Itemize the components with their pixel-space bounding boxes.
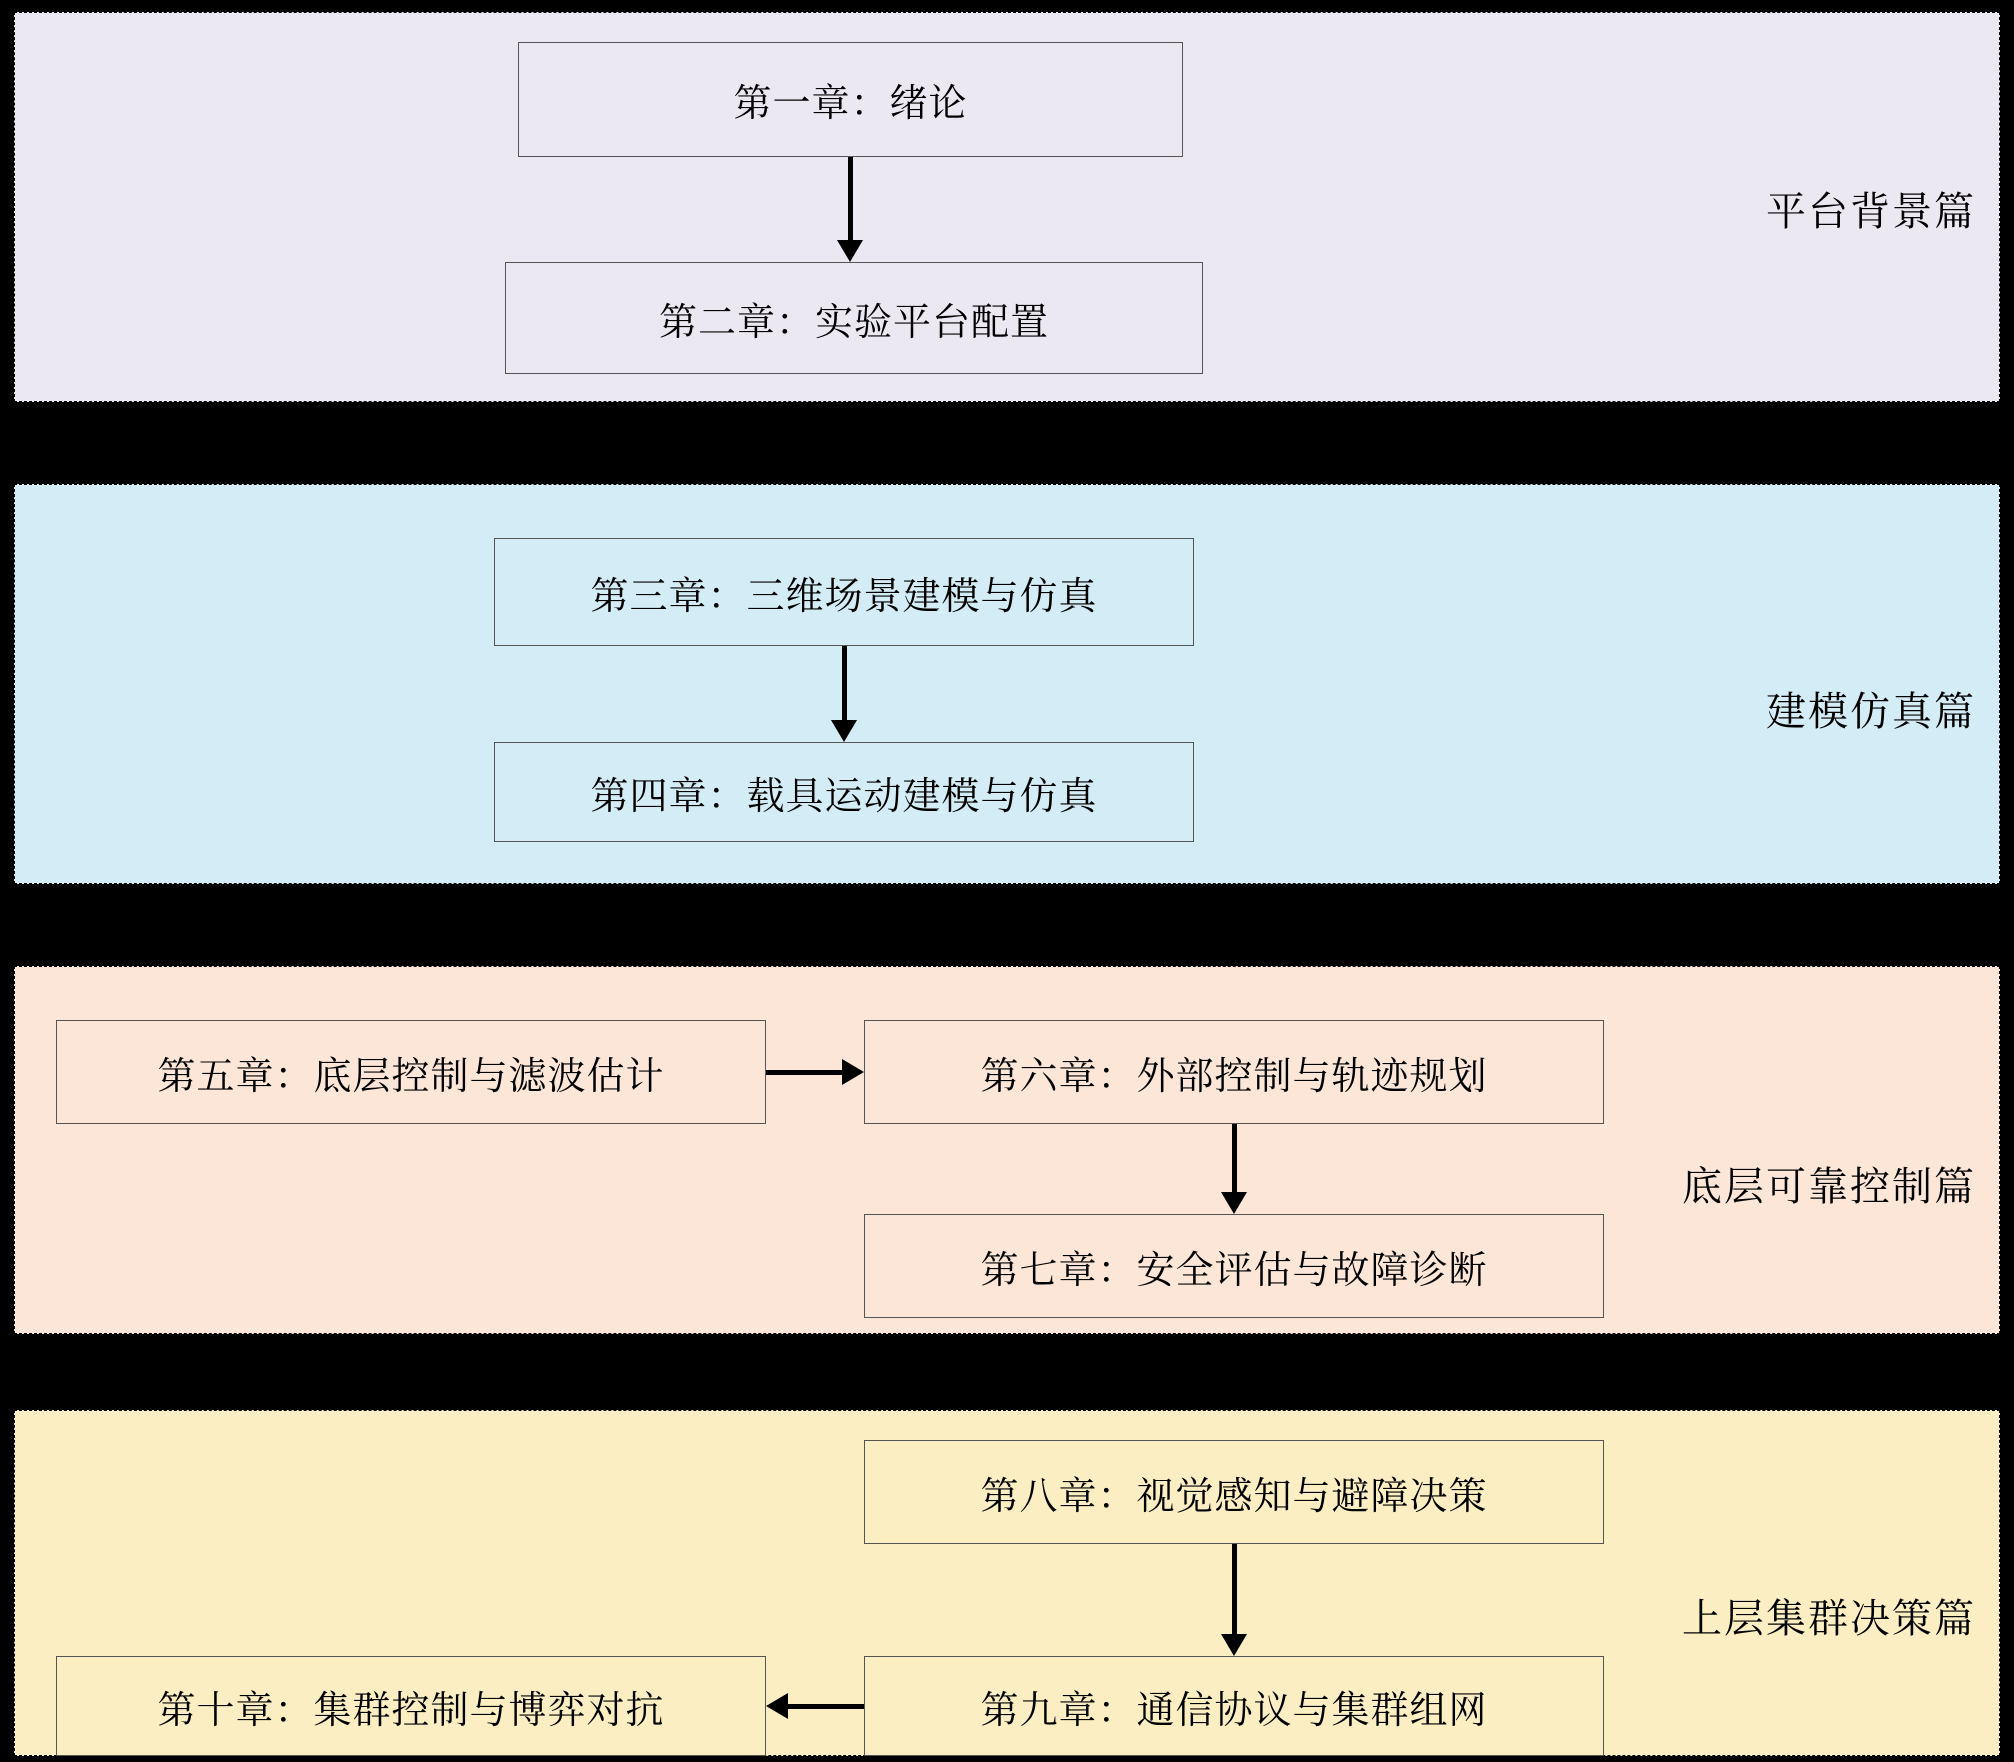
node-ch4[interactable]: 第四章：载具运动建模与仿真 [494, 742, 1194, 842]
section-label-upper-swarm-decision: 上层集群决策篇 [1682, 1596, 1976, 1641]
arrow-ch5-to-ch6 [766, 1052, 864, 1092]
section-label-low-level-control: 底层可靠控制篇 [1682, 1164, 1976, 1209]
node-ch3[interactable]: 第三章：三维场景建模与仿真 [494, 538, 1194, 646]
arrow-ch8-to-ch9 [1202, 1544, 1266, 1656]
node-ch9[interactable]: 第九章：通信协议与集群组网 [864, 1656, 1604, 1756]
node-ch5[interactable]: 第五章：底层控制与滤波估计 [56, 1020, 766, 1124]
arrow-ch3-to-ch4 [812, 646, 876, 742]
arrow-ch1-to-ch2 [818, 157, 882, 262]
node-ch7[interactable]: 第七章：安全评估与故障诊断 [864, 1214, 1604, 1318]
section-label-modeling-simulation: 建模仿真篇 [1766, 689, 1976, 734]
node-ch10[interactable]: 第十章：集群控制与博弈对抗 [56, 1656, 766, 1756]
node-ch8[interactable]: 第八章：视觉感知与避障决策 [864, 1440, 1604, 1544]
node-ch2[interactable]: 第二章：实验平台配置 [505, 262, 1203, 374]
node-ch1[interactable]: 第一章：绪论 [518, 42, 1183, 157]
arrow-ch6-to-ch7 [1202, 1124, 1266, 1214]
section-label-platform-background: 平台背景篇 [1766, 189, 1976, 234]
node-ch6[interactable]: 第六章：外部控制与轨迹规划 [864, 1020, 1604, 1124]
arrow-ch9-to-ch10 [766, 1686, 864, 1726]
